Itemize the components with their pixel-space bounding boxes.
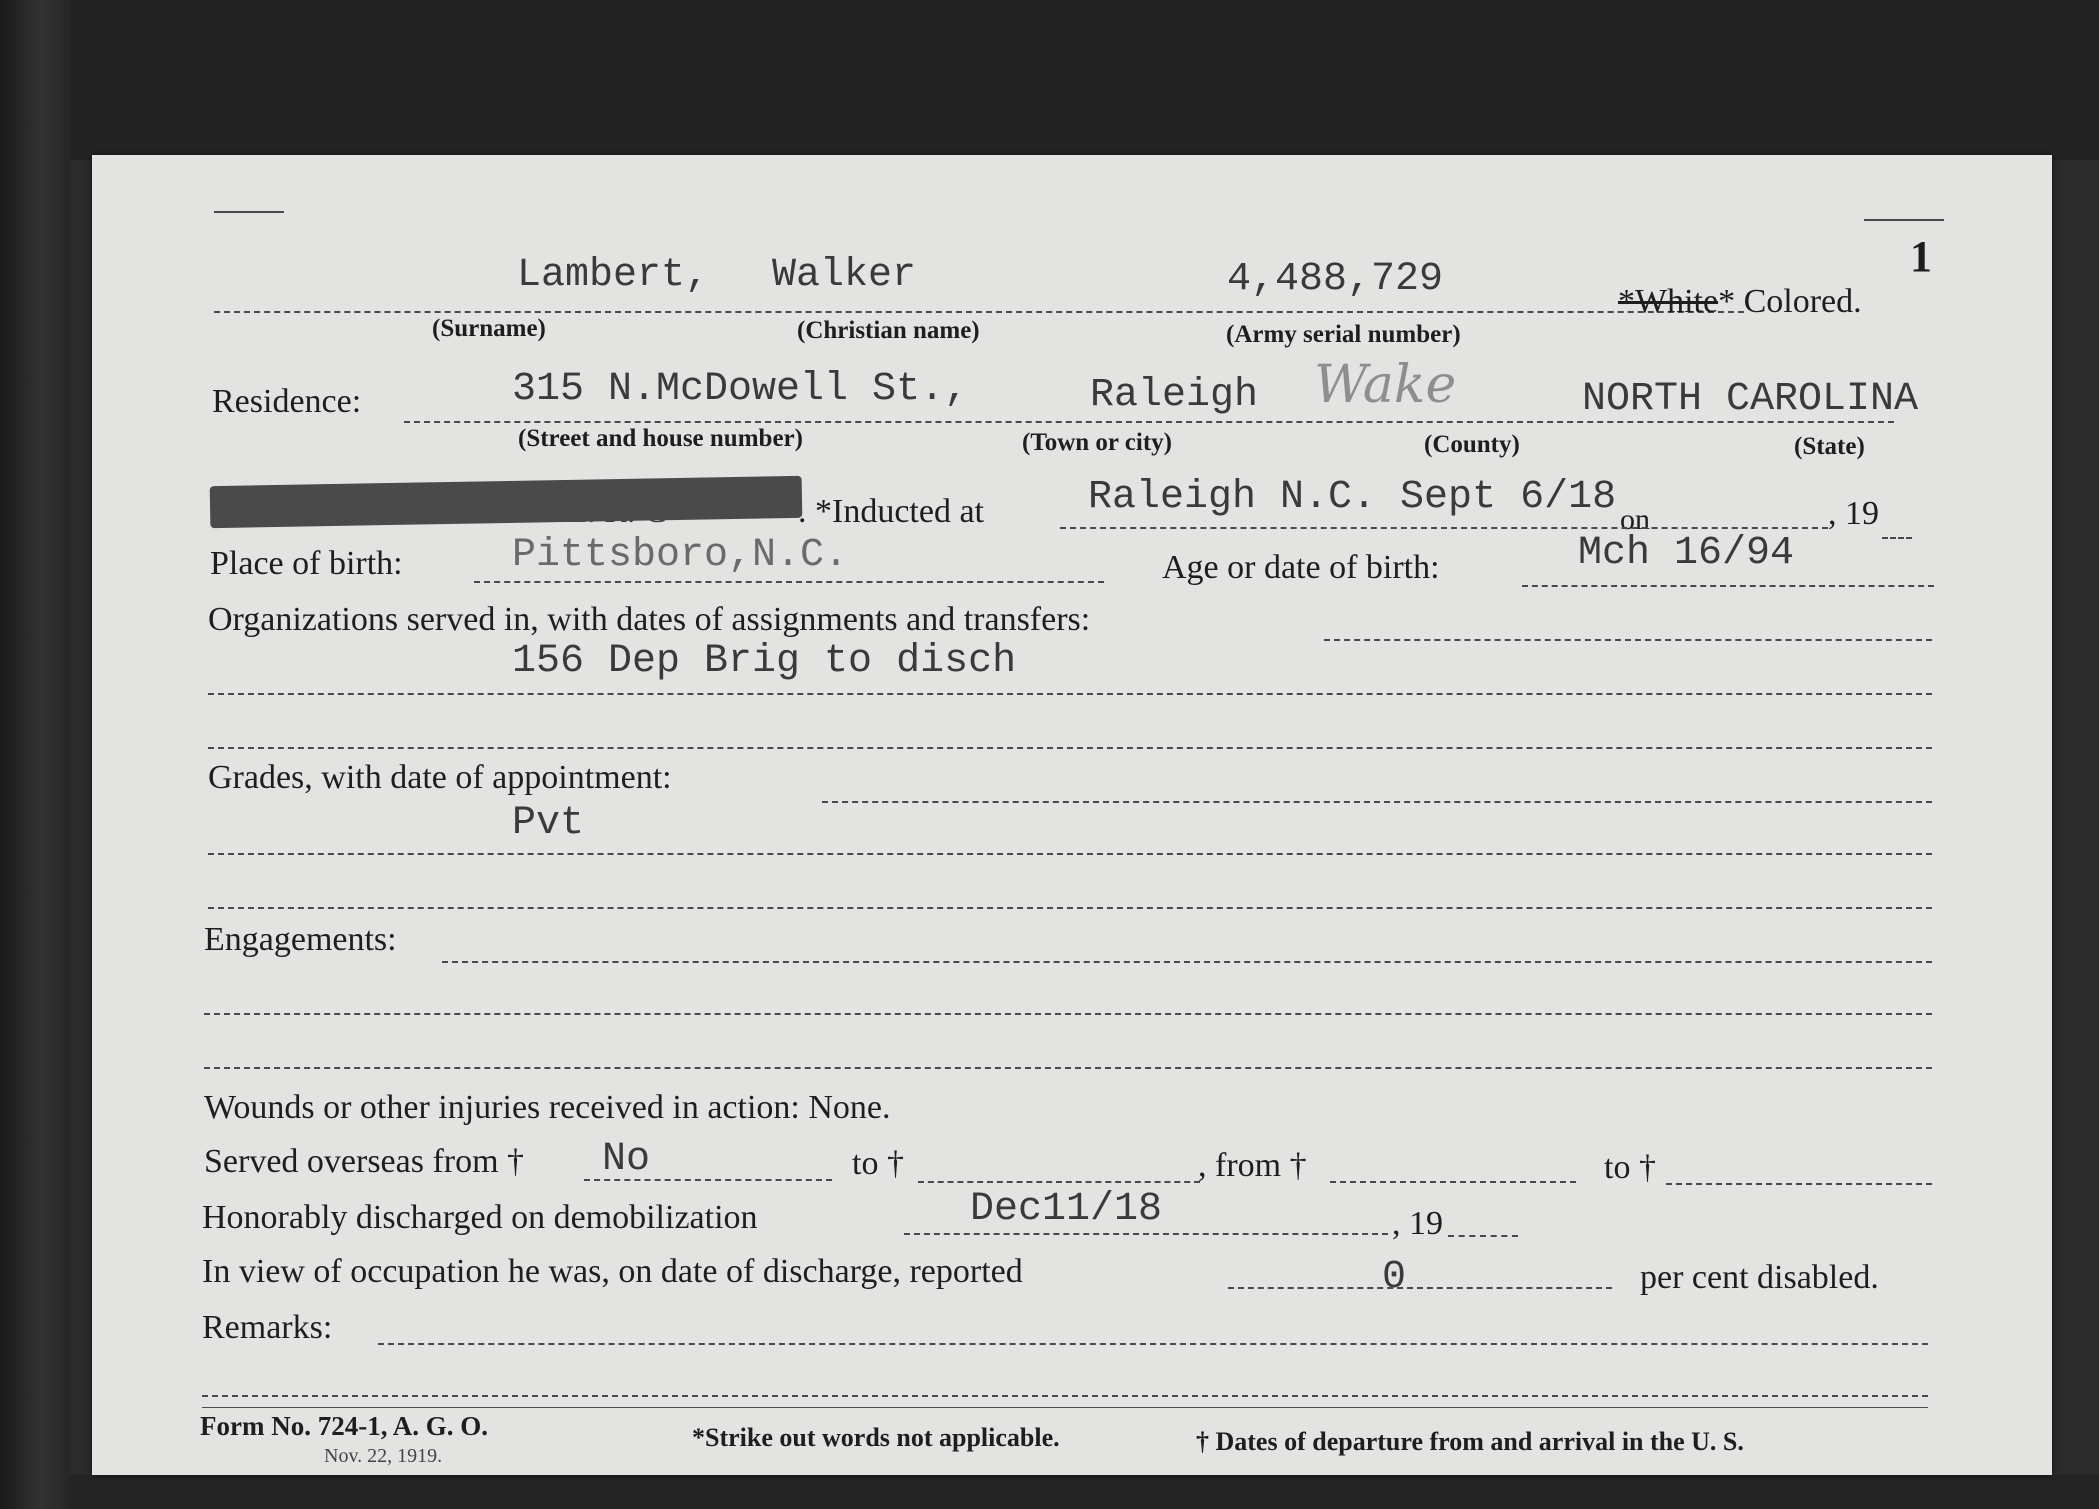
residence-state: NORTH CAROLINA bbox=[1582, 377, 1919, 422]
residence-street: 315 N.McDowell St., bbox=[512, 367, 969, 412]
remarks-line-2 bbox=[202, 1395, 1928, 1397]
surname-caption: (Surname) bbox=[432, 315, 546, 342]
discharge-year-label: , 19 bbox=[1392, 1205, 1443, 1242]
wounds-label: Wounds or other injuries received in action: None. bbox=[204, 1089, 891, 1126]
film-background-bottom bbox=[70, 1475, 2099, 1509]
residence-line bbox=[404, 421, 1894, 423]
overseas-from-line bbox=[584, 1179, 832, 1181]
county-caption: (County) bbox=[1424, 431, 1520, 458]
engagements-line-2 bbox=[204, 1013, 1932, 1015]
form-date: Nov. 22, 1919. bbox=[324, 1445, 443, 1467]
disability-line bbox=[1228, 1287, 1612, 1289]
grades-label: Grades, with date of appointment: bbox=[208, 759, 672, 796]
engagements-label: Engagements: bbox=[204, 921, 397, 958]
card-number: 1 bbox=[1910, 232, 1932, 281]
disability-suffix: per cent disabled. bbox=[1640, 1259, 1879, 1296]
on-label: on bbox=[1620, 503, 1650, 536]
organizations-line-1 bbox=[1324, 639, 1932, 641]
strike-out-mark bbox=[210, 476, 803, 528]
strike-out-note: *Strike out words not applicable. bbox=[692, 1423, 1060, 1452]
residence-label: Residence: bbox=[212, 383, 362, 420]
surname-value: Lambert, bbox=[517, 253, 710, 298]
organizations-line-3 bbox=[208, 747, 1932, 749]
overseas-from2-line bbox=[1330, 1181, 1576, 1183]
town-caption: (Town or city) bbox=[1022, 429, 1172, 456]
residence-county: Wake bbox=[1314, 355, 1457, 415]
state-caption: (State) bbox=[1794, 433, 1865, 460]
race-colored: * Colored. bbox=[1718, 283, 1862, 320]
place-of-birth-label: Place of birth: bbox=[210, 545, 403, 582]
overseas-to-label: to † bbox=[852, 1145, 904, 1182]
residence-town: Raleigh bbox=[1090, 373, 1259, 418]
engagements-line-1 bbox=[442, 961, 1932, 963]
corner-mark-left bbox=[214, 211, 284, 213]
film-edge-left bbox=[0, 0, 70, 1509]
grades-line-2 bbox=[208, 853, 1932, 855]
overseas-from-value: No bbox=[602, 1137, 651, 1182]
header-line bbox=[214, 311, 1744, 313]
disability-value: 0 bbox=[1382, 1255, 1407, 1300]
place-of-birth-line bbox=[474, 581, 1104, 583]
organizations-line-2 bbox=[208, 693, 1932, 695]
induction-line bbox=[1060, 527, 1828, 529]
overseas-to-line bbox=[918, 1181, 1200, 1183]
induction-year-label: , 19 bbox=[1828, 495, 1879, 532]
age-label: Age or date of birth: bbox=[1162, 549, 1440, 586]
race-options bbox=[1618, 283, 1862, 321]
race-white-struck: *White bbox=[1618, 283, 1719, 320]
age-value: Mch 16/94 bbox=[1578, 531, 1795, 576]
serial-number-caption: (Army serial number) bbox=[1226, 321, 1461, 348]
christian-name-caption: (Christian name) bbox=[797, 317, 980, 344]
inducted-at-label: . *Inducted at bbox=[798, 493, 984, 530]
grades-value: Pvt bbox=[512, 801, 585, 846]
remarks-line-1 bbox=[378, 1343, 1928, 1345]
remarks-label: Remarks: bbox=[202, 1309, 333, 1346]
overseas-from2-label: , from † bbox=[1198, 1147, 1307, 1184]
discharge-line bbox=[904, 1233, 1388, 1235]
serial-number-value: 4,488,729 bbox=[1227, 257, 1444, 302]
christian-name-value: Walker bbox=[772, 253, 917, 298]
discharge-label: Honorably discharged on demobilization bbox=[202, 1199, 758, 1236]
service-record-card bbox=[92, 155, 2052, 1475]
organizations-value: 156 Dep Brig to disch bbox=[512, 639, 1017, 684]
discharge-value: Dec11/18 bbox=[970, 1187, 1163, 1232]
organizations-label: Organizations served in, with dates of assignments and transfers: bbox=[208, 601, 1091, 638]
dates-note: † Dates of departure from and arrival in the U. S. bbox=[1196, 1427, 1744, 1456]
overseas-from-label: Served overseas from † bbox=[204, 1143, 525, 1180]
film-background-top bbox=[70, 0, 2099, 160]
remarks-line-3 bbox=[202, 1407, 1928, 1408]
overseas-to2-line bbox=[1666, 1183, 1932, 1185]
overseas-to2-label: to † bbox=[1604, 1149, 1656, 1186]
discharge-year-line bbox=[1448, 1235, 1518, 1237]
form-number: Form No. 724-1, A. G. O. bbox=[200, 1411, 488, 1441]
engagements-line-3 bbox=[204, 1067, 1932, 1069]
street-caption: (Street and house number) bbox=[518, 425, 803, 452]
inducted-at-value: Raleigh N.C. Sept 6/18 bbox=[1088, 475, 1617, 520]
grades-line-1 bbox=[822, 801, 1932, 803]
grades-line-3 bbox=[208, 907, 1932, 909]
age-line bbox=[1522, 585, 1934, 587]
induction-year-line bbox=[1882, 537, 1912, 539]
place-of-birth-value: Pittsboro,N.C. bbox=[512, 533, 849, 578]
corner-mark-right bbox=[1864, 219, 1944, 221]
disability-label: In view of occupation he was, on date of discharge, reported bbox=[202, 1253, 1023, 1290]
